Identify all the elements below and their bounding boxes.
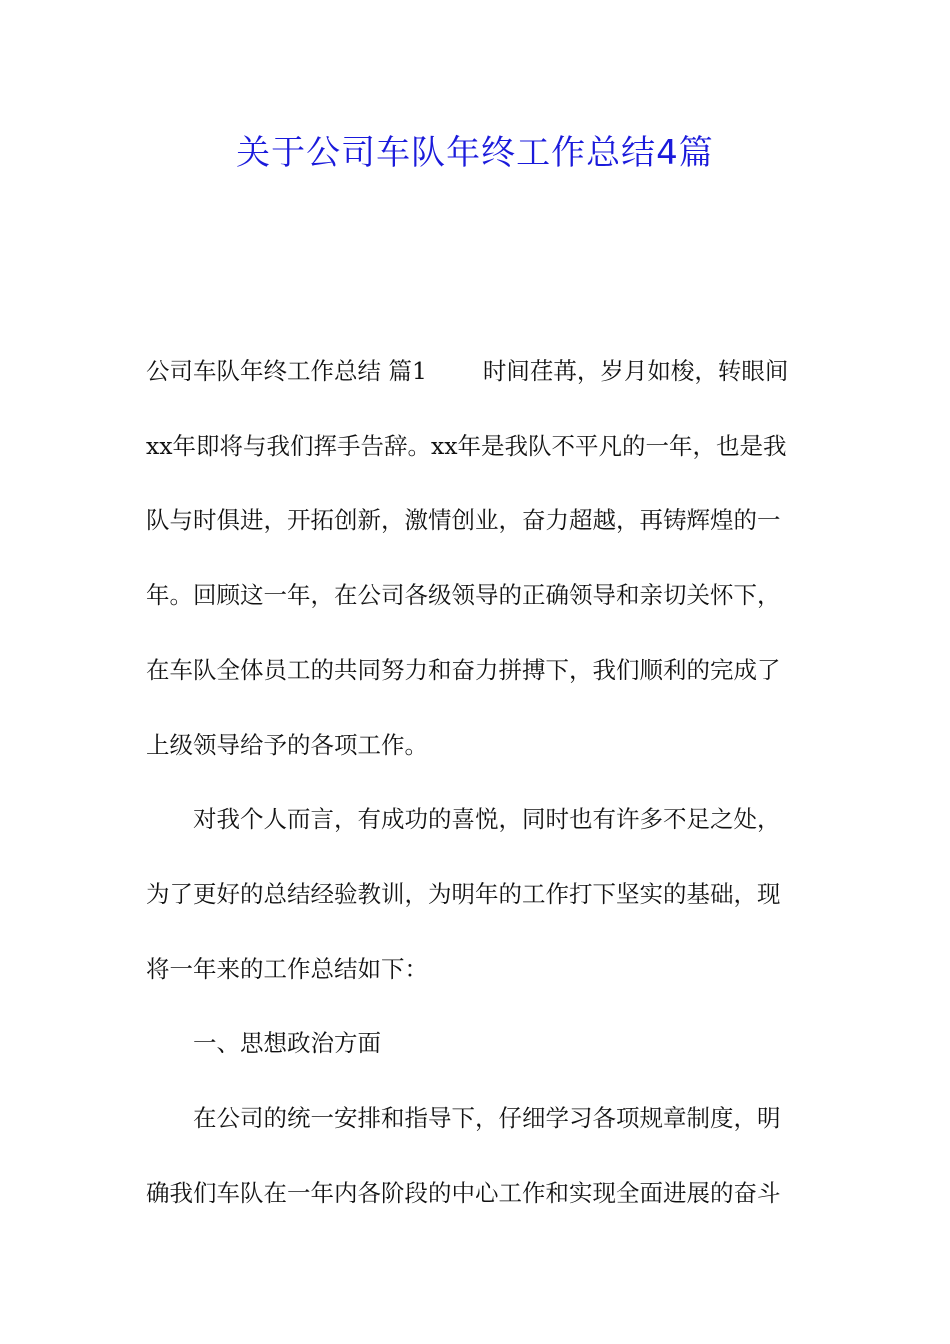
- paragraph-line: 队与时俱进，开拓创新，激情创业，奋力超越，再铸辉煌的一: [146, 506, 781, 535]
- document-title: 关于公司车队年终工作总结4篇: [236, 133, 714, 173]
- paragraph-line: xx年即将与我们挥手告辞。xx年是我队不平凡的一年，也是我: [146, 431, 787, 460]
- paragraph-line: 将一年来的工作总结如下：: [146, 954, 428, 983]
- paragraph-line: 年。回顾这一年，在公司各级领导的正确领导和亲切关怀下，: [146, 581, 781, 610]
- paragraph-line: 上级领导给予的各项工作。: [146, 730, 428, 759]
- paragraph-line: 在公司的统一安排和指导下，仔细学习各项规章制度，明: [193, 1104, 781, 1133]
- section-heading: 公司车队年终工作总结 篇1: [146, 357, 427, 385]
- paragraph-line: 对我个人而言，有成功的喜悦，同时也有许多不足之处，: [193, 805, 781, 834]
- line-text: 时间荏苒，岁月如梭，转眼间: [482, 357, 789, 385]
- document-body: [146, 334, 808, 1230]
- paragraph-line: 在车队全体员工的共同努力和奋力拼搏下，我们顺利的完成了: [146, 655, 781, 684]
- subheading: 一、思想政治方面: [193, 1029, 381, 1058]
- paragraph-line: 为了更好的总结经验教训，为明年的工作打下坚实的基础，现: [146, 879, 781, 908]
- paragraph-line: [146, 334, 808, 409]
- paragraph-line: 确我们车队在一年内各阶段的中心工作和实现全面进展的奋斗: [146, 1178, 781, 1207]
